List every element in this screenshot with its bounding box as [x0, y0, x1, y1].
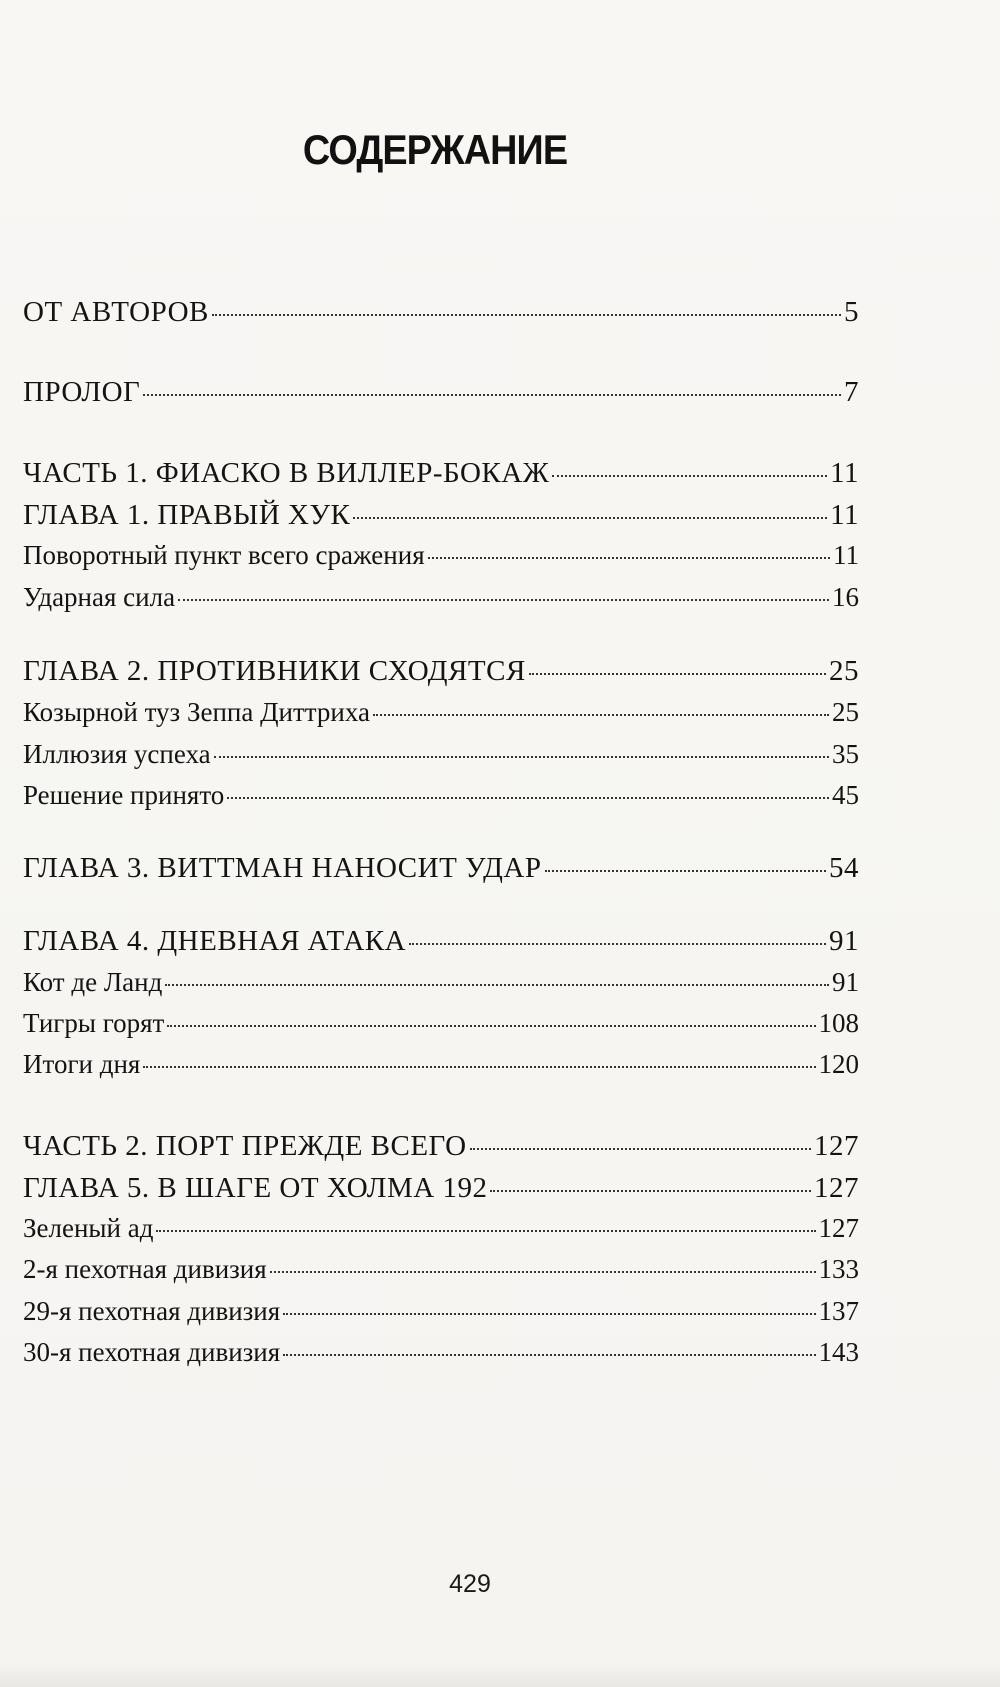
dot-leader: [167, 1025, 815, 1027]
toc-entry: [23, 780, 859, 811]
dot-leader: [373, 714, 829, 716]
toc-entry-page: 127: [814, 1130, 859, 1162]
toc-entry: [23, 296, 859, 329]
dot-leader: [470, 1148, 811, 1150]
dot-leader: [529, 673, 826, 675]
toc-entry-title: ГЛАВА 3. ВИТТМАН НАНОСИТ УДАР: [23, 852, 542, 884]
toc-entry-page: 25: [832, 697, 859, 727]
toc-entry-title: 2-я пехотная дивизия: [23, 1254, 267, 1284]
toc-entry: [23, 655, 859, 688]
toc-entry-page: 54: [829, 852, 859, 884]
dot-leader: [552, 475, 827, 477]
toc-entry: [23, 1296, 859, 1327]
toc-entry-title: ОТ АВТОРОВ: [23, 296, 209, 328]
toc-entry: [23, 697, 859, 728]
dot-leader: [165, 984, 829, 986]
toc-entry: [23, 540, 859, 571]
page-title: СОДЕРЖАНИЕ: [302, 126, 568, 173]
toc-entry: [23, 582, 859, 613]
toc-entry-page: 137: [818, 1296, 859, 1326]
dot-leader: [227, 797, 829, 799]
dot-leader: [156, 1230, 815, 1232]
toc-entry-title: ГЛАВА 4. ДНЕВНАЯ АТАКА: [23, 925, 407, 957]
dot-leader: [143, 1066, 815, 1068]
toc-entry-title: ЧАСТЬ 1. ФИАСКО В ВИЛЛЕР-БОКАЖ: [23, 457, 550, 489]
toc-entry-title: Решение принято: [23, 780, 225, 810]
toc-entry-title: ГЛАВА 2. ПРОТИВНИКИ СХОДЯТСЯ: [23, 655, 526, 687]
toc-entry-page: 25: [829, 655, 859, 687]
toc-entry: [23, 1130, 859, 1163]
toc-entry: [23, 499, 859, 532]
toc-entry: [23, 1254, 859, 1285]
toc-entry-page: 7: [844, 376, 859, 408]
toc-entry: [23, 457, 859, 490]
dot-leader: [212, 314, 841, 316]
toc-entry-page: 45: [832, 780, 859, 810]
dot-leader: [428, 557, 830, 559]
toc-entry: [23, 967, 859, 998]
toc-entry: [23, 1213, 859, 1244]
toc-entry-page: 11: [830, 457, 859, 489]
toc-entry: [23, 1008, 859, 1039]
dot-leader: [178, 599, 829, 601]
dot-leader: [283, 1313, 815, 1315]
dot-leader: [283, 1354, 815, 1356]
toc-entry-title: ЧАСТЬ 2. ПОРТ ПРЕЖДЕ ВСЕГО: [23, 1130, 467, 1162]
toc-entry-title: ГЛАВА 1. ПРАВЫЙ ХУК: [23, 499, 351, 531]
page-number: 429: [449, 1570, 491, 1598]
dot-leader: [214, 756, 829, 758]
toc-entry-page: 127: [818, 1213, 859, 1243]
toc-entry-title: 29-я пехотная дивизия: [23, 1296, 281, 1326]
toc-entry-title: Иллюзия успеха: [23, 739, 211, 769]
dot-leader: [490, 1190, 811, 1192]
dot-leader: [353, 517, 827, 519]
toc-entry-page: 120: [818, 1049, 859, 1079]
dot-leader: [409, 943, 826, 945]
toc-entry-title: ПРОЛОГ: [23, 376, 141, 408]
toc-entry-title: Тигры горят: [23, 1008, 165, 1038]
toc-entry-title: Итоги дня: [23, 1049, 141, 1079]
toc-entry-page: 91: [829, 925, 859, 957]
dot-leader: [270, 1271, 816, 1273]
toc-entry-page: 35: [832, 739, 859, 769]
toc-entry: [23, 1172, 859, 1205]
toc-entry: [23, 925, 859, 958]
toc-entry-page: 108: [818, 1008, 859, 1038]
toc-entry-page: 16: [832, 582, 859, 612]
toc-entry-page: 5: [844, 296, 859, 328]
page-edge-shadow: [0, 1663, 1000, 1687]
toc-entry-title: Поворотный пункт всего сражения: [23, 540, 425, 570]
toc-entry: [23, 852, 859, 885]
dot-leader: [143, 394, 841, 396]
toc-entry: [23, 1337, 859, 1368]
toc-entry-page: 11: [830, 499, 859, 531]
toc-entry: [23, 376, 859, 409]
toc-entry-title: Ударная сила: [23, 582, 176, 612]
dot-leader: [545, 870, 827, 872]
toc-entry: [23, 739, 859, 770]
toc-entry-page: 91: [832, 967, 859, 997]
toc-entry-title: ГЛАВА 5. В ШАГЕ ОТ ХОЛМА 192: [23, 1172, 488, 1204]
toc-entry-page: 127: [814, 1172, 859, 1204]
toc-entry-page: 143: [818, 1337, 859, 1367]
toc-entry-title: 30-я пехотная дивизия: [23, 1337, 281, 1367]
toc-entry-title: Козырной туз Зеппа Диттриха: [23, 697, 370, 727]
toc-entry-title: Зеленый ад: [23, 1213, 154, 1243]
toc-entry-page: 133: [818, 1254, 859, 1284]
toc-entry-title: Кот де Ланд: [23, 967, 163, 997]
toc-entry: [23, 1049, 859, 1080]
toc-entry-page: 11: [833, 540, 859, 570]
